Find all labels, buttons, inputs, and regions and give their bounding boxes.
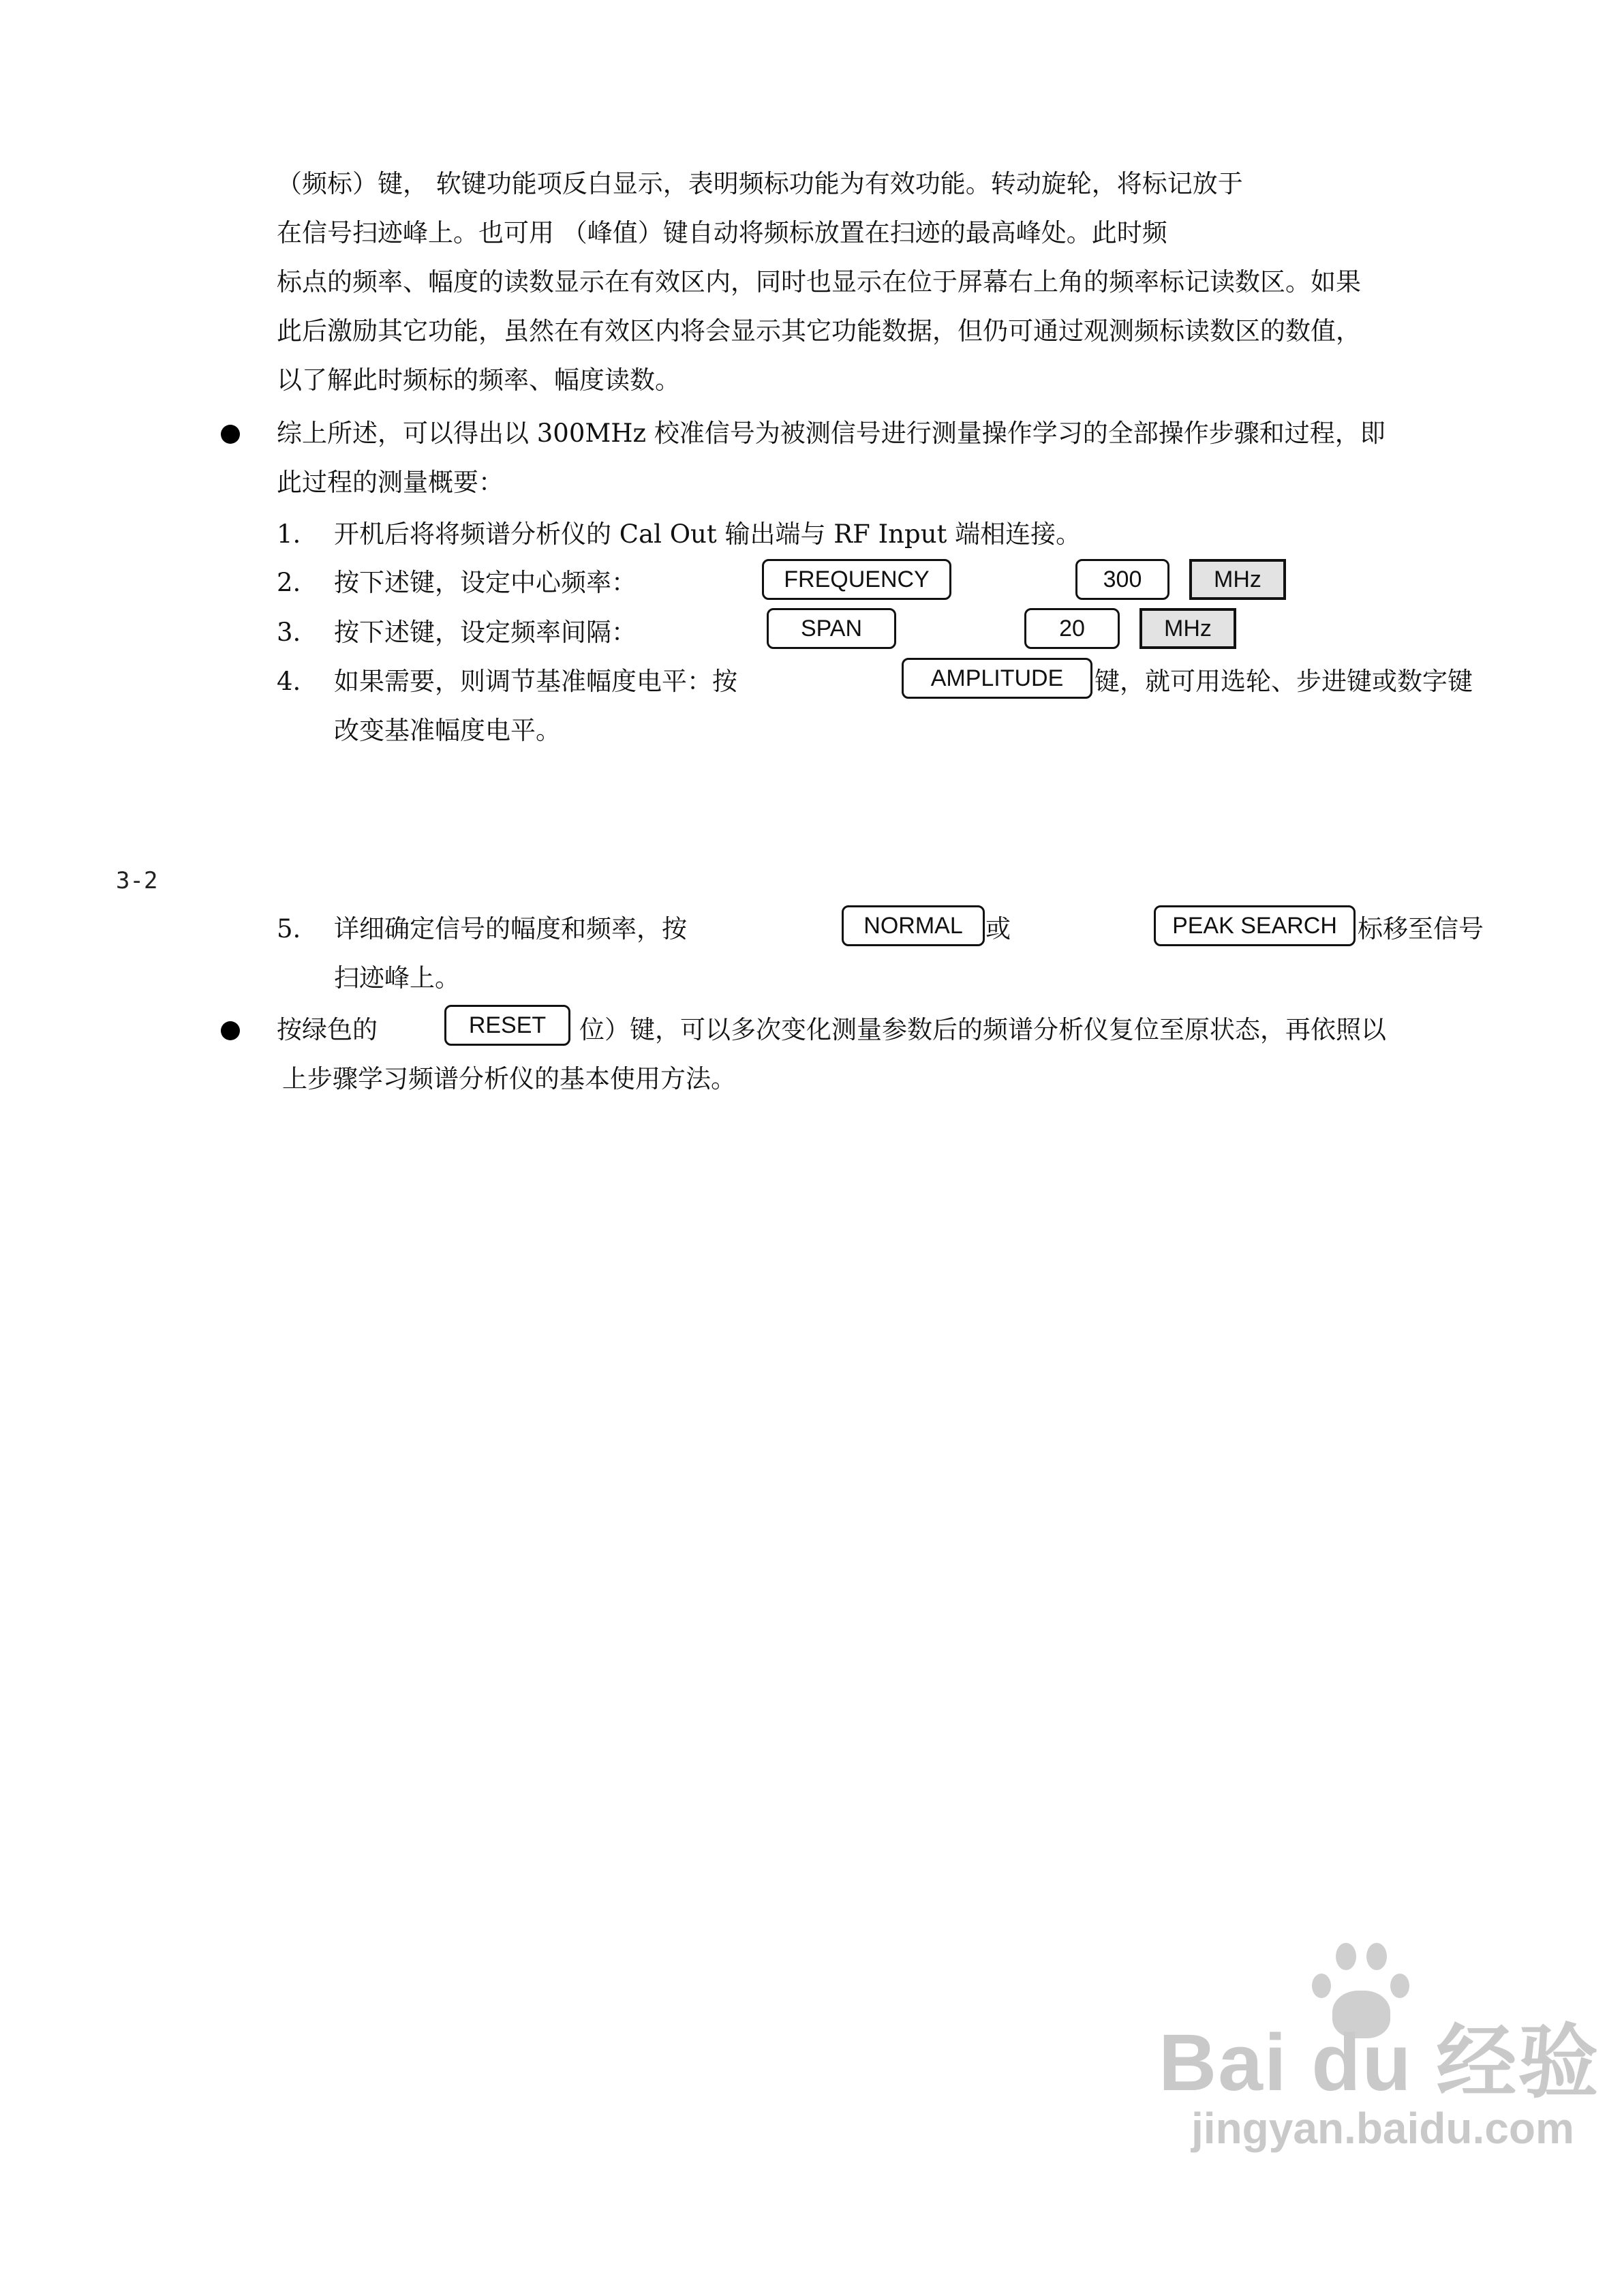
page-number: 3-2 <box>116 867 158 894</box>
frequency-mhz-key-button[interactable]: MHz <box>1189 559 1286 600</box>
span-20-key-button[interactable]: 20 <box>1024 608 1120 649</box>
para1-line-2: 在信号扫迹峰上。也可用 （峰值）键自动将频标放置在扫迹的最高峰处。此时频 <box>277 218 1167 247</box>
para1-line-1: （频标）键， 软键功能项反白显示，表明频标功能为有效功能。转动旋轮，将标记放于 <box>277 169 1243 198</box>
span-mhz-key-button[interactable]: MHz <box>1139 608 1236 649</box>
step-2-text: 按下述键，设定中心频率： <box>334 568 637 597</box>
para1-line-3: 标点的频率、幅度的读数显示在有效区内，同时也显示在位于屏幕右上角的频率标记读数区。如果 <box>277 267 1361 297</box>
step-5-number: 5. <box>277 914 301 943</box>
watermark-brand: Bai du 经验 <box>1159 2018 1600 2108</box>
peak-search-key-button[interactable]: PEAK SEARCH <box>1154 905 1356 946</box>
watermark-url: jingyan.baidu.com <box>1191 2104 1574 2153</box>
span-key-button[interactable]: SPAN <box>767 608 896 649</box>
reset-text-b: 位）键，可以多次变化测量参数后的频谱分析仪复位至原状态，再依照以 <box>579 1015 1386 1044</box>
amplitude-key-button[interactable]: AMPLITUDE <box>902 658 1092 699</box>
step-5-text-d: 扫迹峰上。 <box>334 963 460 993</box>
frequency-key-button[interactable]: FREQUENCY <box>762 559 951 600</box>
step-1-text: 开机后将将频谱分析仪的 Cal Out 输出端与 RF Input 端相连接。 <box>334 519 1082 549</box>
step-5-text-c: 标移至信号 <box>1358 914 1484 943</box>
step-3-number: 3. <box>277 618 301 647</box>
step-4-text-a: 如果需要，则调节基准幅度电平：按 <box>334 667 737 696</box>
reset-key-button[interactable]: RESET <box>444 1005 570 1046</box>
frequency-300-key-button[interactable]: 300 <box>1075 559 1169 600</box>
step-5-text-b: 或 <box>985 914 1011 943</box>
reset-text-c: 上步骤学习频谱分析仪的基本使用方法。 <box>282 1064 736 1093</box>
summary-line-1: 综上所述，可以得出以 300MHz 校准信号为被测信号进行测量操作学习的全部操作步骤和过程，即 <box>277 419 1386 448</box>
step-4-number: 4. <box>277 667 301 696</box>
step-4-text-b: 键，就可用选轮、步进键或数字键 <box>1095 667 1473 696</box>
summary-line-2: 此过程的测量概要： <box>277 468 504 497</box>
reset-text-a: 按绿色的 <box>277 1015 378 1044</box>
bullet-icon <box>221 1021 240 1040</box>
step-5-text-a: 详细确定信号的幅度和频率，按 <box>334 914 687 943</box>
step-2-number: 2. <box>277 568 301 597</box>
step-1-number: 1. <box>277 519 301 549</box>
step-3-text: 按下述键，设定频率间隔： <box>334 618 637 647</box>
normal-key-button[interactable]: NORMAL <box>842 905 985 946</box>
para1-line-5: 以了解此时频标的频率、幅度读数。 <box>277 365 680 395</box>
step-4-text-c: 改变基准幅度电平。 <box>334 716 561 745</box>
para1-line-4: 此后激励其它功能，虽然在有效区内将会显示其它功能数据，但仍可通过观测频标读数区的数值， <box>277 316 1361 346</box>
bullet-icon <box>221 425 240 444</box>
